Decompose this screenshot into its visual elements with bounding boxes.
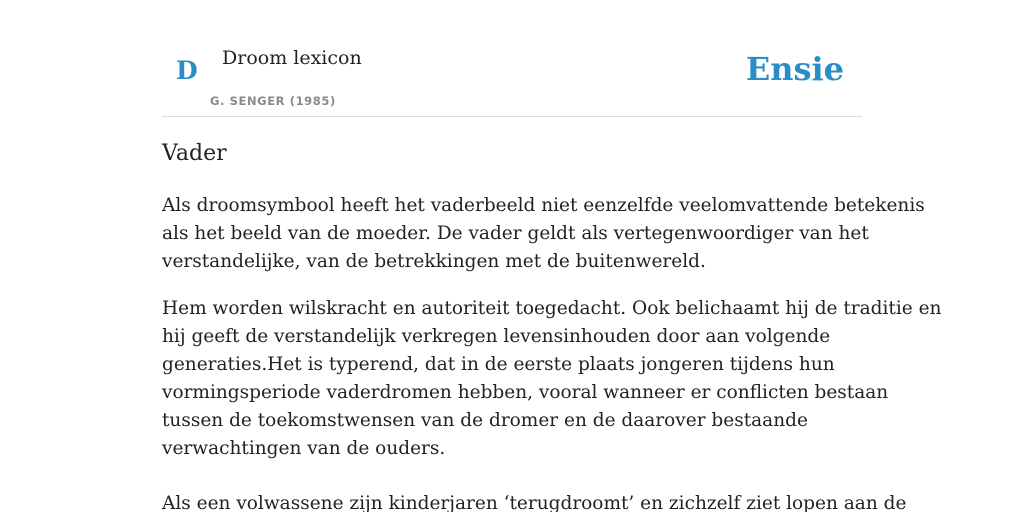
paragraph-line: hij geeft de verstandelijk verkregen levensinhouden door aan volgende — [162, 326, 831, 347]
paragraph-1 — [162, 192, 925, 276]
paragraph-3 — [162, 490, 907, 512]
paragraph-line: verwachtingen van de ouders. — [162, 438, 446, 459]
entry-title: Vader — [162, 141, 227, 166]
paragraph-line: verstandelijke, van de betrekkingen met de buitenwereld. — [162, 251, 706, 272]
paragraph-line: Hem worden wilskracht en autoriteit toegedacht. Ook belichaamt hij de traditie en — [162, 298, 942, 319]
source-header — [162, 0, 862, 117]
paragraph-2 — [162, 295, 942, 463]
ensie-logo-link[interactable]: Ensie — [745, 50, 844, 88]
entry-body — [162, 192, 942, 512]
paragraph-line: Als een volwassene zijn kinderjaren ‘terugdroomt’ en zichzelf ziet lopen aan de — [162, 493, 907, 512]
source-letter-badge[interactable]: D — [176, 56, 198, 85]
source-author: G. SENGER (1985) — [210, 94, 336, 108]
paragraph-line: generaties.Het is typerend, dat in de eerste plaats jongeren tijdens hun — [162, 354, 835, 375]
paragraph-line: Als droomsymbool heeft het vaderbeeld niet eenzelfde veelomvattende betekenis — [162, 195, 925, 216]
paragraph-line: vormingsperiode vaderdromen hebben, vooral wanneer er conflicten bestaan — [162, 382, 889, 403]
paragraph-line: als het beeld van de moeder. De vader geldt als vertegenwoordiger van het — [162, 223, 869, 244]
source-title-link[interactable]: Droom lexicon — [222, 47, 362, 69]
paragraph-line: tussen de toekomstwensen van de dromer en de daarover bestaande — [162, 410, 808, 431]
